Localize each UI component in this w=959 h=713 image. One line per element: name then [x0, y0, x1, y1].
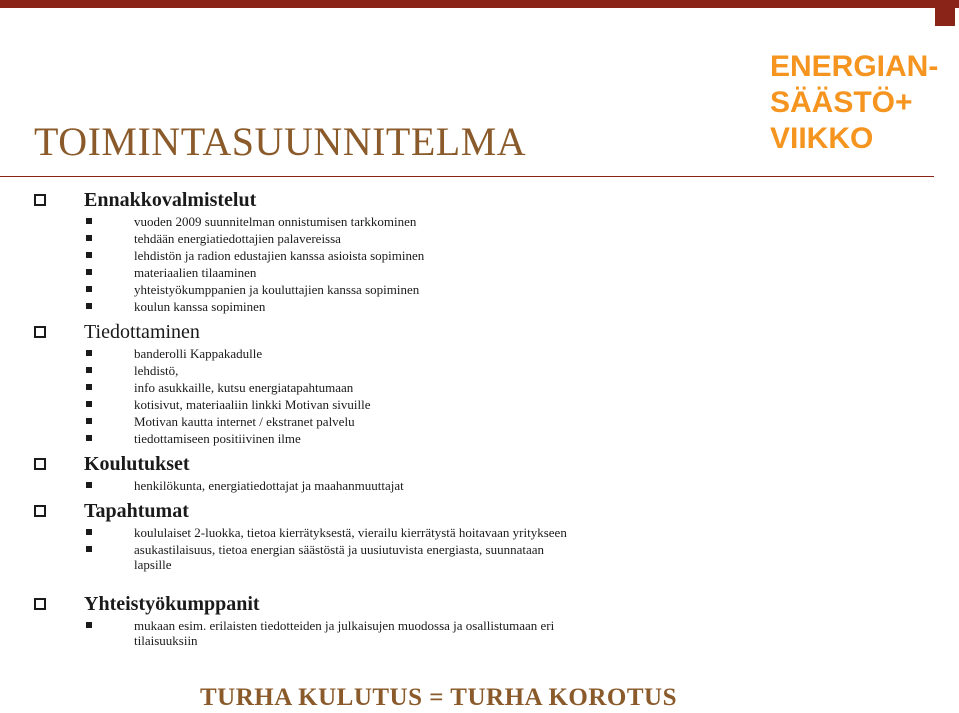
list-item: asukastilaisuus, tietoa energian säästöstä ja uusiutuvista energiasta, suunnataan lapsille: [34, 542, 574, 572]
title-divider: [0, 176, 934, 177]
square-bullet-icon: [86, 529, 92, 535]
list-item: vuoden 2009 suunnitelman onnistumisen tarkkominen: [34, 214, 574, 229]
energiansaasto-logo: [770, 44, 948, 156]
top-accent-bar: [0, 0, 959, 8]
section-tapahtumat: [34, 499, 734, 572]
list-item: lehdistön ja radion edustajien kanssa asioista sopiminen: [34, 248, 574, 263]
square-bullet-icon: [86, 235, 92, 241]
logo-line-2: SÄÄSTÖ+: [770, 86, 913, 119]
hollow-square-bullet-icon: [34, 598, 46, 610]
section-heading: Tapahtumat: [84, 500, 189, 522]
corner-accent-square: [935, 4, 955, 26]
list-item: tehdään energiatiedottajien palavereissa: [34, 231, 574, 246]
list-item: materiaalien tilaaminen: [34, 265, 574, 280]
square-bullet-icon: [86, 350, 92, 356]
section-yhteistyokumppanit: [34, 592, 734, 648]
square-bullet-icon: [86, 303, 92, 309]
section-ennakkovalmistelut: [34, 188, 734, 314]
square-bullet-icon: [86, 482, 92, 488]
section-heading: Yhteistyökumppanit: [84, 593, 260, 615]
footer-slogan: TURHA KULUTUS = TURHA KOROTUS: [200, 684, 677, 711]
hollow-square-bullet-icon: [34, 458, 46, 470]
square-bullet-icon: [86, 384, 92, 390]
list-item: Motivan kautta internet / ekstranet palvelu: [34, 414, 574, 429]
list-item: kotisivut, materiaaliin linkki Motivan sivuille: [34, 397, 574, 412]
list-item: info asukkaille, kutsu energiatapahtumaan: [34, 380, 574, 395]
section-tiedottaminen: [34, 320, 734, 446]
hollow-square-bullet-icon: [34, 505, 46, 517]
logo-line-1: ENERGIAN-: [770, 50, 939, 83]
list-item: mukaan esim. erilaisten tiedotteiden ja julkaisujen muodossa ja osallistumaan eri tilaisuuksiin: [34, 618, 574, 648]
list-item: koululaiset 2-luokka, tietoa kierrätyksestä, vierailu kierrätystä hoitavaan yritykseen: [34, 525, 574, 540]
content-list: [34, 188, 734, 648]
list-item: koulun kanssa sopiminen: [34, 299, 574, 314]
square-bullet-icon: [86, 435, 92, 441]
square-bullet-icon: [86, 367, 92, 373]
square-bullet-icon: [86, 269, 92, 275]
square-bullet-icon: [86, 218, 92, 224]
square-bullet-icon: [86, 622, 92, 628]
list-item: tiedottamiseen positiivinen ilme: [34, 431, 574, 446]
section-koulutukset: [34, 452, 734, 493]
page-title: TOIMINTASUUNNITELMA: [34, 119, 527, 164]
section-heading: Ennakkovalmistelut: [84, 189, 257, 211]
square-bullet-icon: [86, 401, 92, 407]
hollow-square-bullet-icon: [34, 194, 46, 206]
logo-line-3: VIIKKO: [770, 122, 874, 155]
list-item: henkilökunta, energiatiedottajat ja maahanmuuttajat: [34, 478, 574, 493]
square-bullet-icon: [86, 286, 92, 292]
list-item: banderolli Kappakadulle: [34, 346, 574, 361]
section-heading: Tiedottaminen: [84, 321, 200, 343]
list-item: yhteistyökumppanien ja kouluttajien kanssa sopiminen: [34, 282, 574, 297]
list-item: lehdistö,: [34, 363, 574, 378]
hollow-square-bullet-icon: [34, 326, 46, 338]
section-heading: Koulutukset: [84, 453, 190, 475]
square-bullet-icon: [86, 546, 92, 552]
square-bullet-icon: [86, 418, 92, 424]
square-bullet-icon: [86, 252, 92, 258]
